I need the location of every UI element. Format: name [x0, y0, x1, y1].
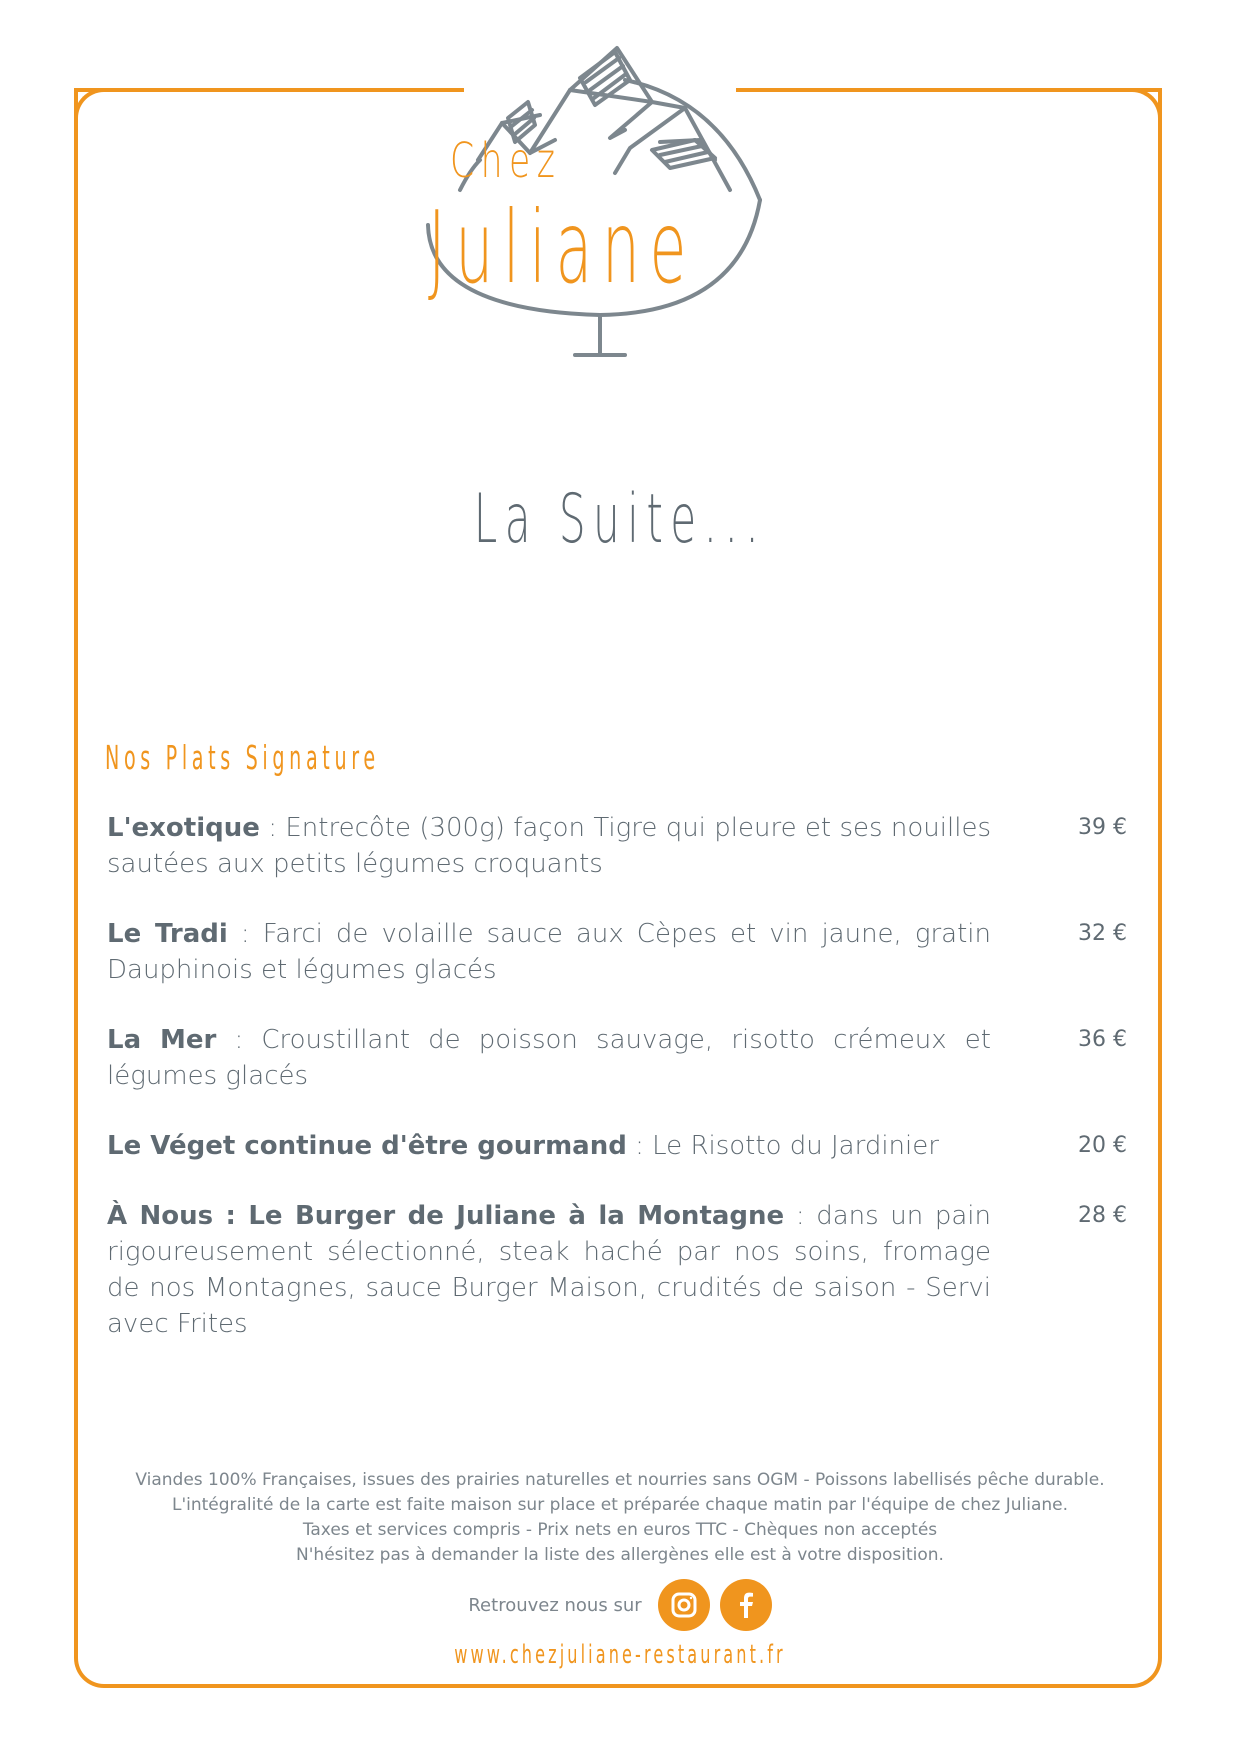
- menu-items: [107, 810, 1127, 1376]
- logo-chez-text: Chez: [450, 133, 562, 189]
- section-title: Nos Plats Signature: [105, 738, 380, 777]
- menu-item-text: [107, 810, 991, 882]
- menu-item-price: 28 €: [1078, 1203, 1127, 1228]
- menu-item-name: La Mer: [107, 1025, 217, 1055]
- frame-top-right: [736, 88, 1162, 92]
- footer-note: Taxes et services compris - Prix nets en euros TTC - Chèques non acceptés: [302, 1520, 938, 1540]
- menu-item-description: : Le Risotto du Jardinier: [626, 1131, 939, 1161]
- restaurant-logo: [420, 30, 780, 375]
- menu-item-text: [107, 1022, 991, 1094]
- menu-item: [107, 1022, 1127, 1094]
- menu-item: [107, 1128, 1127, 1164]
- menu-item-text: [107, 916, 991, 988]
- facebook-icon[interactable]: [720, 1579, 772, 1631]
- menu-item-name: Le Tradi: [107, 919, 228, 949]
- menu-item-description: : Entrecôte (300g) façon Tigre qui pleure et ses nouilles sautées aux petits légumes croquants: [107, 813, 991, 879]
- logo-juliane-text: Juliane: [428, 189, 696, 306]
- frame-top-left: [74, 88, 464, 92]
- menu-item: [107, 1198, 1127, 1342]
- menu-item: [107, 916, 1127, 988]
- menu-item-price: 36 €: [1078, 1027, 1127, 1052]
- menu-item-name: Le Véget continue d'être gourmand: [107, 1131, 627, 1161]
- menu-item-price: 20 €: [1078, 1133, 1127, 1158]
- website-link[interactable]: www.chezjuliane-restaurant.fr: [454, 1640, 786, 1670]
- menu-item-description: : Farci de volaille sauce aux Cèpes et vin jaune, gratin Dauphinois et légumes glacés: [107, 919, 991, 985]
- menu-item-text: [107, 1198, 991, 1342]
- footer-note: Viandes 100% Françaises, issues des prairies naturelles et nourries sans OGM - Poissons labellisés pêche durable.: [135, 1470, 1105, 1490]
- menu-item-text: [107, 1128, 991, 1164]
- instagram-icon[interactable]: [658, 1579, 710, 1631]
- menu-item-name: À Nous : Le Burger de Juliane à la Montagne: [107, 1201, 785, 1231]
- social-links: [0, 1577, 1240, 1633]
- menu-item-price: 39 €: [1078, 815, 1127, 840]
- footer-note: L'intégralité de la carte est faite maison sur place et préparée chaque matin par l'équipe de chez Juliane.: [171, 1495, 1069, 1515]
- menu-item-name: L'exotique: [107, 813, 260, 843]
- social-label: Retrouvez nous sur: [468, 1594, 642, 1616]
- menu-item-description: : dans un pain rigoureusement sélectionné, steak haché par nos soins, fromage de nos Montagnes, sauce Burger Maison, crudités de saison - Servi avec Frites: [107, 1201, 992, 1339]
- footer-notes: [0, 1468, 1240, 1568]
- menu-item: [107, 810, 1127, 882]
- menu-item-description: : Croustillant de poisson sauvage, risotto crémeux et légumes glacés: [107, 1025, 991, 1091]
- page-title: La Suite...: [473, 480, 767, 559]
- menu-item-price: 32 €: [1078, 921, 1127, 946]
- footer-note: N'hésitez pas à demander la liste des allergènes elle est à votre disposition.: [296, 1545, 944, 1565]
